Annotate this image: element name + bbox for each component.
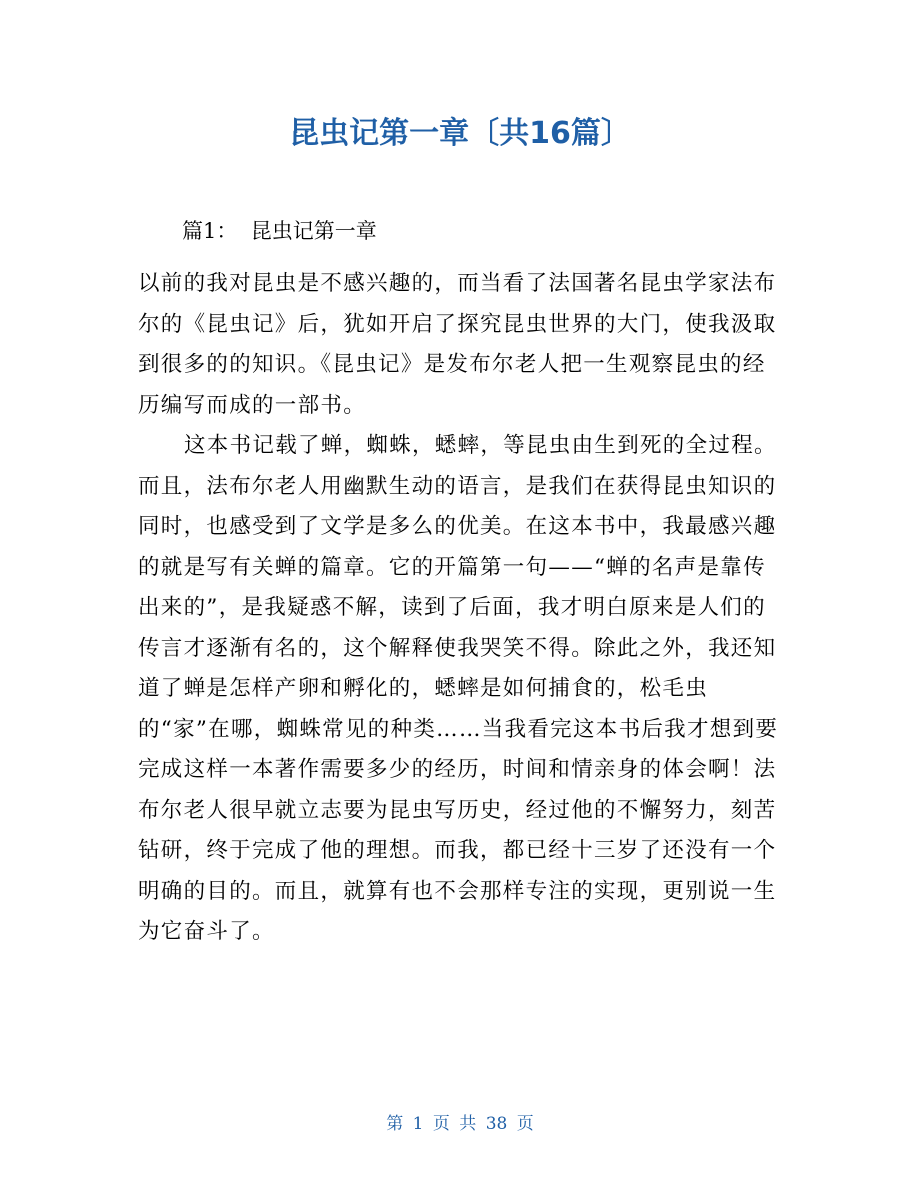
document-body: [138, 264, 788, 953]
page-footer: 第 1 页 共 38 页: [386, 1114, 534, 1134]
paragraph-2: 这本书记载了蝉，蜘蛛，蟋蟀，等昆虫由生到死的全过程。而且，法布尔老人用幽默生动的语言，是我们在获得昆虫知识的同时，也感受到了文学是多么的优美。在这本书中，我最感兴趣的就是写有关蝉的篇章。它的开篇第一句——“蝉的名声是靠传出来的”，是我疑惑不解，读到了后面，我才明白原来是人们的传言才逐渐有名的，这个解释使我哭笑不得。除此之外，我还知道了蝉是怎样产卵和孵化的，蟋蟀是如何捕食的，松毛虫的“家”在哪，蜘蛛常见的种类……当我看完这本书后我才想到要完成这样一本著作需要多少的经历，时间和情亲身的体会啊！法布尔老人很早就立志要为昆虫写历史，经过他的不懈努力，刻苦钻研，终于完成了他的理想。而我，都已经十三岁了还没有一个明确的目的。而且，就算有也不会那样专注的实现，更别说一生为它奋斗了。: [138, 433, 779, 944]
document-title: 昆虫记第一章〔共16篇〕: [289, 116, 631, 151]
article-heading: 篇1： 昆虫记第一章: [182, 219, 377, 243]
paragraph-1: 以前的我对昆虫是不感兴趣的，而当看了法国著名昆虫学家法布尔的《昆虫记》后，犹如开启了探究昆虫世界的大门，使我汲取到很多的的知识。《昆虫记》是发布尔老人把一生观察昆虫的经历编写而成的一部书。: [138, 271, 777, 418]
